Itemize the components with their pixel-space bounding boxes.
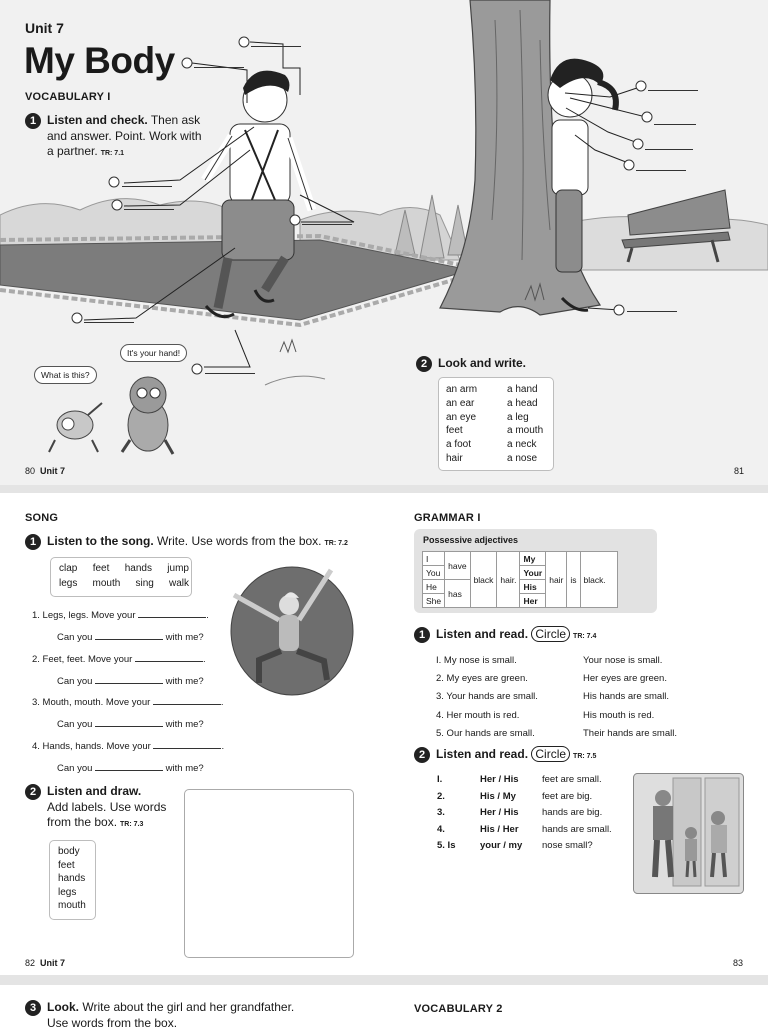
song-line: 1. Legs, legs. Move your . — [32, 607, 209, 621]
choice-options[interactable]: Her / His — [480, 807, 519, 819]
label-checkbox[interactable] — [623, 158, 637, 172]
answer-blank[interactable] — [135, 651, 203, 662]
label-checkbox[interactable] — [289, 213, 303, 227]
choice-options[interactable]: His / My — [480, 790, 516, 802]
label-blank[interactable] — [645, 139, 693, 150]
possessive-adjectives-panel — [414, 529, 657, 613]
exercise-number-badge: 2 — [414, 747, 430, 763]
answer-blank[interactable] — [153, 738, 221, 749]
page-84-85 — [0, 985, 768, 1030]
page-footer-80: 80 Unit 7 — [25, 466, 66, 476]
label-blank[interactable] — [84, 312, 134, 323]
table-cell: black — [470, 552, 497, 608]
grammar-row: 3. Her / His hands are big. — [437, 805, 612, 822]
grammar-row: 2. His / My feet are big. — [437, 789, 612, 806]
choice-options[interactable]: His / Her — [480, 823, 519, 835]
page-gap — [0, 485, 768, 493]
sentence-option[interactable]: 5. Our hands are small. — [436, 727, 535, 739]
table-cell: hair. — [497, 552, 520, 608]
label-blank[interactable] — [194, 57, 244, 68]
table-cell: I — [423, 552, 445, 566]
exercise-number-badge: 2 — [416, 356, 432, 372]
grammar-row: 5. Is your / my nose small? — [437, 838, 612, 855]
draw-word-box — [49, 840, 96, 920]
jumping-girl-photo — [229, 565, 355, 697]
label-blank[interactable] — [124, 199, 174, 210]
label-blank[interactable] — [636, 160, 686, 171]
page-footer-83: 83 — [733, 958, 744, 968]
song-line: Can you with me? — [57, 629, 204, 643]
song-line: 4. Hands, hands. Move your . — [32, 738, 224, 752]
table-cell: Your — [520, 566, 546, 580]
drawing-area[interactable] — [184, 789, 354, 958]
sentence-option[interactable]: I. My nose is small. — [436, 655, 517, 666]
exercise-2-instructions: 2 Look and write. — [416, 356, 526, 372]
grammar-row: 4. His / Her hands are small. — [437, 822, 612, 839]
label-checkbox[interactable] — [108, 175, 122, 189]
sentence-option[interactable]: Your nose is small. — [583, 655, 663, 666]
sentence-option[interactable]: Her eyes are green. — [583, 673, 667, 685]
word-list-left: an arm an ear an eye feet a foot hair — [446, 384, 478, 464]
table-cell: My — [520, 552, 546, 566]
sentence-option[interactable]: 4. Her mouth is red. — [436, 709, 520, 721]
sentence-option[interactable]: His hands are small. — [583, 691, 670, 703]
table-cell: black. — [580, 552, 617, 608]
section-heading: VOCABULARY I — [25, 91, 111, 103]
exercise-number-badge: 1 — [25, 113, 41, 129]
answer-blank[interactable] — [95, 673, 163, 684]
grammar-heading: GRAMMAR I — [414, 512, 481, 524]
draw-word-list: body feet hands legs mouth — [58, 846, 86, 911]
family-photo — [633, 773, 744, 894]
table-cell: He — [423, 580, 445, 594]
page-80-81 — [0, 0, 768, 485]
grammar-row: I. Her / His feet are small. — [437, 772, 612, 789]
answer-blank[interactable] — [95, 629, 163, 640]
answer-blank[interactable] — [153, 694, 221, 705]
word-box — [438, 377, 554, 471]
answer-blank[interactable] — [95, 760, 163, 771]
table-cell: She — [423, 594, 445, 608]
song-exercise-2-instructions: 2 Listen and draw. Add labels. Use words from the box. TR: 7.3 — [25, 784, 185, 832]
song-heading: SONG — [25, 512, 59, 524]
song-line: 2. Feet, feet. Move your . — [32, 651, 206, 665]
label-blank[interactable] — [648, 80, 698, 91]
grammar-ex2-rows — [437, 772, 612, 855]
song-line: Can you with me? — [57, 760, 204, 774]
word-list-right: a hand a head a leg a mouth a neck a nose — [507, 384, 544, 464]
table-cell: You — [423, 566, 445, 580]
sentence-option[interactable]: 3. Your hands are small. — [436, 691, 538, 703]
sentence-option[interactable]: 2. My eyes are green. — [436, 673, 528, 685]
song-exercise-1-instructions: 1 Listen to the song. Write. Use words from the box. TR: 7.2 — [25, 534, 348, 551]
label-checkbox[interactable] — [238, 35, 252, 49]
possessive-table — [422, 551, 618, 608]
table-cell: hair — [546, 552, 567, 608]
song-line: Can you with me? — [57, 716, 204, 730]
table-cell: His — [520, 580, 546, 594]
label-blank[interactable] — [654, 114, 696, 125]
label-checkbox[interactable] — [191, 362, 205, 376]
grammar-ex1-left-column — [436, 652, 538, 743]
label-blank[interactable] — [627, 301, 677, 312]
speech-bubble-frog: What is this? — [34, 366, 97, 384]
label-blank[interactable] — [251, 36, 301, 47]
label-checkbox[interactable] — [632, 137, 646, 151]
exercise-1-instructions: 1 Listen and check. Then ask and answer. Point. Work with a partner. TR: 7.1 — [25, 113, 215, 161]
page-gap — [0, 975, 768, 985]
song-line: 3. Mouth, mouth. Move your . — [32, 694, 224, 708]
exercise-number-badge: 1 — [414, 627, 430, 643]
grammar-ex1-right-column — [583, 652, 677, 743]
exercise-number-badge: 1 — [25, 534, 41, 550]
table-cell: have — [445, 552, 470, 580]
vocabulary-2-heading: VOCABULARY 2 — [414, 1003, 503, 1015]
page-82-83 — [0, 493, 768, 975]
label-checkbox[interactable] — [181, 56, 195, 70]
table-title: Possessive adjectives — [423, 535, 519, 545]
label-checkbox[interactable] — [613, 303, 627, 317]
page-footer-82: 82 Unit 7 — [25, 958, 66, 968]
table-cell: has — [445, 580, 470, 608]
exercise-number-badge: 3 — [25, 1000, 41, 1016]
label-checkbox[interactable] — [635, 79, 649, 93]
speech-bubble-monkey: It's your hand! — [120, 344, 187, 362]
grammar-exercise-1-instructions: 1 Listen and read. Circle TR: 7.4 — [414, 627, 596, 644]
choice-options[interactable]: Her / His — [480, 774, 519, 785]
label-checkbox[interactable] — [641, 110, 655, 124]
label-checkbox[interactable] — [111, 198, 125, 212]
word-row: clap feet hands jump — [59, 563, 189, 574]
word-row: legs mouth sing walk — [59, 578, 189, 589]
page-footer-81: 81 — [734, 466, 745, 476]
choice-options[interactable]: your / my — [480, 840, 523, 852]
answer-blank[interactable] — [95, 716, 163, 727]
answer-blank[interactable] — [138, 607, 206, 618]
unit-label: Unit 7 — [25, 20, 64, 36]
look-exercise-instructions: 3 Look. Write about the girl and her grandfather. Use words from the box. — [25, 1000, 294, 1031]
label-checkbox[interactable] — [71, 311, 85, 325]
grammar-exercise-2-instructions: 2 Listen and read. Circle TR: 7.5 — [414, 747, 596, 764]
exercise-number-badge: 2 — [25, 784, 41, 800]
table-cell: Her — [520, 594, 546, 608]
song-line: Can you with me? — [57, 673, 204, 687]
song-word-box — [50, 557, 192, 597]
label-blank[interactable] — [122, 176, 172, 187]
sentence-option[interactable]: Their hands are small. — [583, 727, 677, 739]
label-blank[interactable] — [302, 214, 352, 225]
label-blank[interactable] — [205, 363, 255, 374]
page-title: My Body — [24, 40, 175, 81]
sentence-option[interactable]: His mouth is red. — [583, 709, 655, 721]
table-cell: is — [567, 552, 580, 608]
